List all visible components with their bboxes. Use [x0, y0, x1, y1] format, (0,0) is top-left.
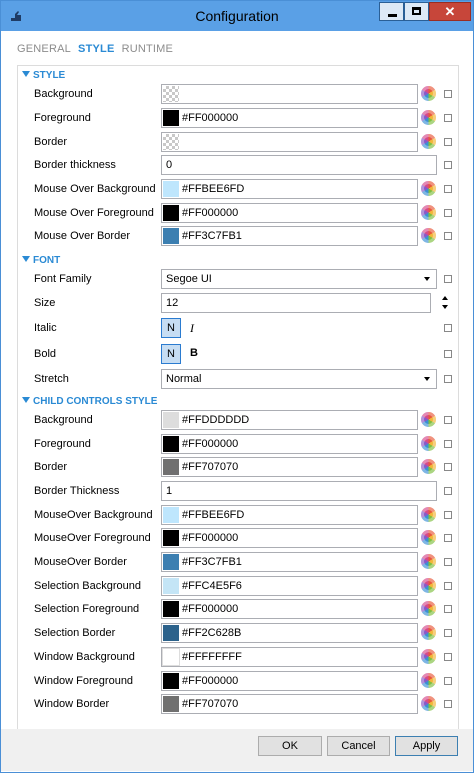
- section-font-header[interactable]: FONT: [22, 255, 60, 266]
- style-panel: [17, 65, 459, 731]
- default-checkbox[interactable]: [444, 138, 452, 146]
- row-mouse-over-foreground: [18, 203, 458, 225]
- default-checkbox[interactable]: [444, 700, 452, 708]
- mouse-over-background-field[interactable]: [161, 179, 418, 199]
- row-mouse-over-background: [18, 179, 458, 201]
- row-child-foreground: [18, 434, 458, 456]
- child-mouseover-background-field[interactable]: [161, 505, 418, 525]
- mouse-over-background-label: Mouse Over Background: [34, 183, 156, 195]
- color-palette-icon[interactable]: [421, 134, 436, 149]
- selection-background-label: Selection Background: [34, 580, 142, 592]
- collapse-triangle-icon: [22, 256, 30, 262]
- stretch-label: Stretch: [34, 373, 69, 385]
- selection-border-label: Selection Border: [34, 627, 116, 639]
- collapse-triangle-icon: [22, 397, 30, 403]
- color-palette-icon[interactable]: [421, 110, 436, 125]
- row-child-border-thickness: [18, 481, 458, 503]
- row-child-mouseover-foreground: [18, 528, 458, 550]
- color-palette-icon[interactable]: [421, 507, 436, 522]
- default-checkbox[interactable]: [444, 463, 452, 471]
- border-label: Border: [34, 136, 68, 148]
- size-value: 12: [166, 297, 179, 309]
- child-mouseover-background-label: MouseOver Background: [34, 509, 153, 521]
- default-checkbox[interactable]: [444, 209, 452, 217]
- color-swatch[interactable]: [163, 554, 179, 570]
- transparent-swatch[interactable]: [163, 134, 179, 150]
- section-child-controls-header[interactable]: CHILD CONTROLS STYLE: [22, 396, 157, 407]
- row-child-mouseover-border: [18, 552, 458, 574]
- tab-style[interactable]: STYLE: [78, 43, 115, 55]
- child-mouseover-foreground-field[interactable]: [161, 528, 418, 548]
- foreground-color-field[interactable]: [161, 108, 418, 128]
- color-swatch[interactable]: [163, 673, 179, 689]
- stretch-value: Normal: [166, 373, 202, 385]
- color-swatch[interactable]: [163, 649, 179, 665]
- child-mouseover-foreground-label: MouseOver Foreground: [34, 532, 151, 544]
- default-checkbox[interactable]: [444, 275, 452, 283]
- close-icon: ✕: [444, 4, 456, 19]
- close-button[interactable]: [429, 2, 471, 21]
- child-mouseover-border-label: MouseOver Border: [34, 556, 127, 568]
- row-selection-background: [18, 576, 458, 598]
- dropdown-caret-icon: [424, 377, 430, 381]
- maximize-icon: [412, 7, 421, 15]
- tab-runtime[interactable]: RUNTIME: [121, 43, 174, 55]
- row-border-thickness: [18, 155, 458, 177]
- dropdown-caret-icon: [424, 277, 430, 281]
- row-size: [18, 293, 458, 315]
- color-swatch[interactable]: [163, 412, 179, 428]
- border-color-field[interactable]: [161, 132, 418, 152]
- background-color-field[interactable]: [161, 84, 418, 104]
- stretch-select[interactable]: [161, 369, 437, 389]
- color-swatch[interactable]: [163, 205, 179, 221]
- default-checkbox[interactable]: [444, 487, 452, 495]
- window-title: Configuration: [195, 8, 279, 24]
- default-checkbox[interactable]: [444, 114, 452, 122]
- child-foreground-field[interactable]: [161, 434, 418, 454]
- color-swatch[interactable]: [163, 696, 179, 712]
- row-child-background: [18, 410, 458, 432]
- color-palette-icon[interactable]: [421, 625, 436, 640]
- selection-foreground-value: #FF000000: [182, 603, 239, 615]
- default-checkbox[interactable]: [444, 350, 452, 358]
- cancel-button[interactable]: Cancel: [327, 736, 390, 756]
- child-background-field[interactable]: [161, 410, 418, 430]
- transparent-swatch[interactable]: [163, 86, 179, 102]
- font-family-select[interactable]: [161, 269, 437, 289]
- bold-normal-toggle[interactable]: N: [161, 344, 181, 364]
- window-border-value: #FF707070: [182, 698, 239, 710]
- selection-background-value: #FFC4E5F6: [182, 580, 242, 592]
- color-palette-icon[interactable]: [421, 436, 436, 451]
- default-checkbox[interactable]: [444, 511, 452, 519]
- size-label: Size: [34, 297, 56, 309]
- color-swatch[interactable]: [163, 181, 179, 197]
- window-foreground-label: Window Foreground: [34, 675, 134, 687]
- color-swatch[interactable]: [163, 530, 179, 546]
- tab-general[interactable]: GENERAL: [17, 43, 71, 55]
- window-background-field[interactable]: [161, 647, 418, 667]
- row-bold: [18, 344, 458, 366]
- row-window-border: [18, 694, 458, 716]
- color-palette-icon[interactable]: [421, 205, 436, 220]
- background-label: Background: [34, 88, 93, 100]
- italic-normal-toggle[interactable]: N: [161, 318, 181, 338]
- child-foreground-label: Foreground: [34, 438, 91, 450]
- child-border-thickness-input[interactable]: [161, 481, 437, 501]
- selection-border-field[interactable]: [161, 623, 418, 643]
- child-border-thickness-value: 1: [166, 485, 173, 497]
- child-border-value: #FF707070: [182, 461, 239, 473]
- row-selection-border: [18, 623, 458, 645]
- window-foreground-value: #FF000000: [182, 675, 239, 687]
- title-bar[interactable]: [1, 1, 473, 31]
- row-child-border: [18, 457, 458, 479]
- window-border-field[interactable]: [161, 694, 418, 714]
- size-input[interactable]: [161, 293, 431, 313]
- color-palette-icon[interactable]: [421, 554, 436, 569]
- mouse-over-background-value: #FFBEE6FD: [182, 183, 245, 195]
- selection-foreground-label: Selection Foreground: [34, 603, 140, 615]
- child-mouseover-border-value: #FF3C7FB1: [182, 556, 242, 568]
- default-checkbox[interactable]: [444, 677, 452, 685]
- default-checkbox[interactable]: [444, 629, 452, 637]
- selection-background-field[interactable]: [161, 576, 418, 596]
- child-border-field[interactable]: [161, 457, 418, 477]
- row-italic: [18, 318, 458, 340]
- size-spinner[interactable]: [441, 294, 449, 312]
- foreground-value: #FF000000: [182, 112, 239, 124]
- mouse-over-border-field[interactable]: [161, 226, 418, 246]
- color-palette-icon[interactable]: [421, 649, 436, 664]
- default-checkbox[interactable]: [444, 534, 452, 542]
- default-checkbox[interactable]: [444, 605, 452, 613]
- mouse-over-foreground-label: Mouse Over Foreground: [34, 207, 154, 219]
- color-swatch[interactable]: [163, 625, 179, 641]
- child-mouseover-foreground-value: #FF000000: [182, 532, 239, 544]
- default-checkbox[interactable]: [444, 440, 452, 448]
- color-swatch[interactable]: [163, 507, 179, 523]
- default-checkbox[interactable]: [444, 324, 452, 332]
- color-palette-icon[interactable]: [421, 459, 436, 474]
- row-background: [18, 84, 458, 106]
- border-thickness-label: Border thickness: [34, 159, 116, 171]
- row-border: [18, 132, 458, 154]
- mouse-over-foreground-value: #FF000000: [182, 207, 239, 219]
- color-swatch[interactable]: [163, 110, 179, 126]
- minimize-button[interactable]: [379, 2, 404, 21]
- color-palette-icon[interactable]: [421, 696, 436, 711]
- font-family-value: Segoe UI: [166, 273, 212, 285]
- collapse-triangle-icon: [22, 71, 30, 77]
- child-mouseover-border-field[interactable]: [161, 552, 418, 572]
- window-background-label: Window Background: [34, 651, 135, 663]
- color-palette-icon[interactable]: [421, 86, 436, 101]
- default-checkbox[interactable]: [444, 232, 452, 240]
- color-swatch[interactable]: [163, 459, 179, 475]
- row-window-background: [18, 647, 458, 669]
- child-foreground-value: #FF000000: [182, 438, 239, 450]
- color-palette-icon[interactable]: [421, 412, 436, 427]
- section-style-header[interactable]: STYLE: [22, 70, 65, 81]
- mouse-over-foreground-field[interactable]: [161, 203, 418, 223]
- row-foreground: [18, 108, 458, 130]
- color-palette-icon[interactable]: [421, 530, 436, 545]
- bold-label: Bold: [34, 348, 57, 360]
- window-border-label: Window Border: [34, 698, 110, 710]
- selection-border-value: #FF2C628B: [182, 627, 242, 639]
- row-font-family: [18, 269, 458, 291]
- window-foreground-field[interactable]: [161, 671, 418, 691]
- default-checkbox[interactable]: [444, 90, 452, 98]
- bold-toggle[interactable]: B: [190, 347, 198, 359]
- row-child-mouseover-background: [18, 505, 458, 527]
- color-swatch[interactable]: [163, 228, 179, 244]
- spin-up-icon[interactable]: [442, 296, 448, 300]
- default-checkbox[interactable]: [444, 653, 452, 661]
- row-mouse-over-border: [18, 226, 458, 248]
- default-checkbox[interactable]: [444, 416, 452, 424]
- child-mouseover-background-value: #FFBEE6FD: [182, 509, 245, 521]
- selection-foreground-field[interactable]: [161, 599, 418, 619]
- color-swatch[interactable]: [163, 436, 179, 452]
- tab-strip: [17, 43, 177, 55]
- color-palette-icon[interactable]: [421, 578, 436, 593]
- child-border-label: Border: [34, 461, 68, 473]
- color-swatch[interactable]: [163, 578, 179, 594]
- ok-button[interactable]: OK: [258, 736, 322, 756]
- border-thickness-value: 0: [166, 159, 173, 171]
- default-checkbox[interactable]: [444, 161, 452, 169]
- row-window-foreground: [18, 671, 458, 693]
- minimize-icon: [388, 14, 397, 17]
- mouse-over-border-label: Mouse Over Border: [34, 230, 130, 242]
- color-swatch[interactable]: [163, 601, 179, 617]
- color-palette-icon[interactable]: [421, 673, 436, 688]
- color-palette-icon[interactable]: [421, 601, 436, 616]
- window-background-value: #FFFFFFFF: [182, 651, 242, 663]
- color-palette-icon[interactable]: [421, 181, 436, 196]
- child-background-label: Background: [34, 414, 93, 426]
- foreground-label: Foreground: [34, 112, 91, 124]
- row-selection-foreground: [18, 599, 458, 621]
- child-border-thickness-label: Border Thickness: [34, 485, 120, 497]
- default-checkbox[interactable]: [444, 375, 452, 383]
- default-checkbox[interactable]: [444, 185, 452, 193]
- row-stretch: [18, 369, 458, 391]
- italic-toggle[interactable]: I: [190, 321, 194, 335]
- font-family-label: Font Family: [34, 273, 92, 285]
- color-palette-icon[interactable]: [421, 228, 436, 243]
- maximize-button[interactable]: [404, 2, 429, 21]
- italic-label: Italic: [34, 322, 57, 334]
- border-thickness-input[interactable]: [161, 155, 437, 175]
- default-checkbox[interactable]: [444, 558, 452, 566]
- apply-button[interactable]: Apply: [395, 736, 458, 756]
- spin-down-icon[interactable]: [442, 305, 448, 309]
- mouse-over-border-value: #FF3C7FB1: [182, 230, 242, 242]
- default-checkbox[interactable]: [444, 582, 452, 590]
- child-background-value: #FFDDDDDD: [182, 414, 250, 426]
